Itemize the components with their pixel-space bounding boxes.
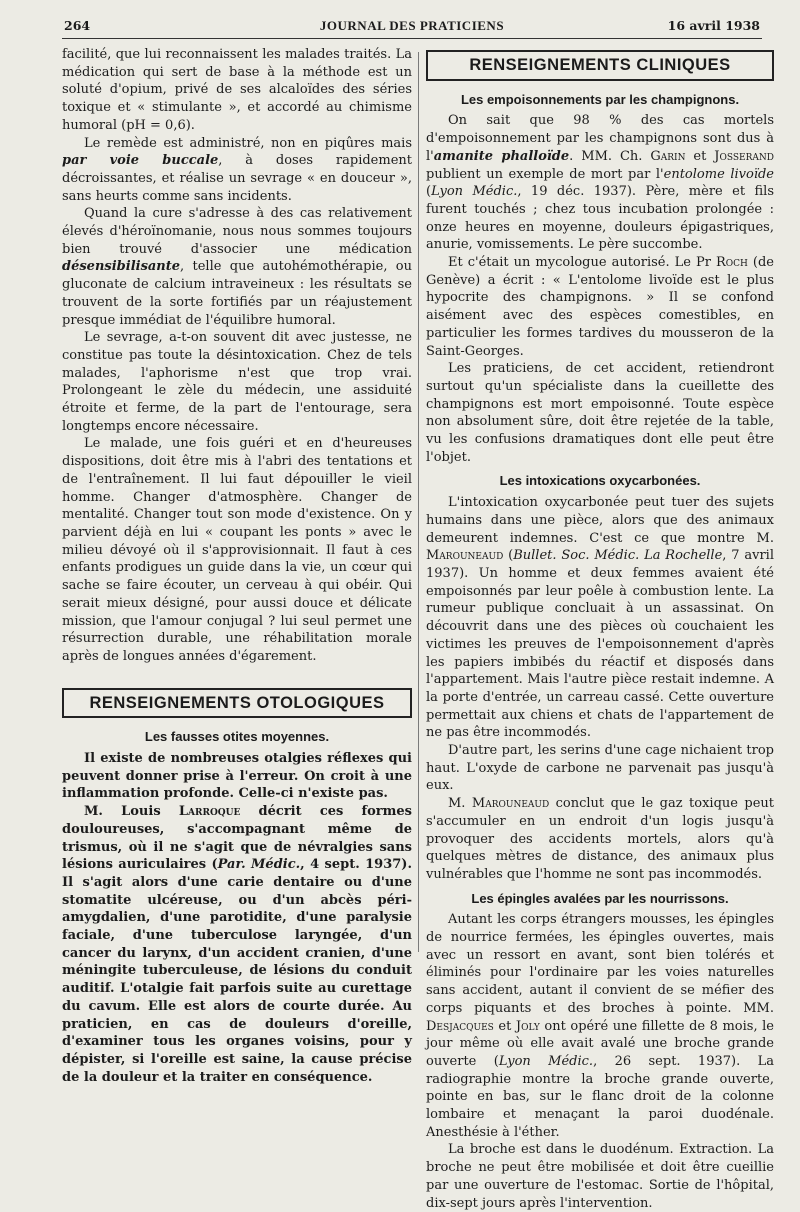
- paragraph: Le malade, une fois guéri et en d'heureuses dispositions, doit être mis à l'abri des tentations et de l'entraînement. Il lui faut dépouiller le vieil homme. Changer d'atmosphère. Changer de mentalité. Changer tout son mode d'existence. On y parvient déjà en lui « coupant les ponts » avec le milieu dévoyé où il s'approvisionnait. Il faut à ces enfants prodigues un guide dans la vie, un cœur qui sache se faire écouter, un cerveau à qui obéir. Qui serait mieux désigné, pour aussi douce et délicate mission, que l'amour conjugal ? lui seul permet une résurrection durable, une réhabilitation morale après de longues années d'égarement.: [62, 436, 412, 664]
- paragraph: Autant les corps étrangers mousses, les épingles de nourrice fermées, les épingles ouvertes, mais avec un ressort en avant, sont bien tolérés et éliminés pour l'ordinaire par les voies naturelles sans accident, autant il convient de se méfier des corps piquants et des broches à pointe. MM. Desjacques et Joly ont opéré une fillette de 8 mois, le jour même où elle avait avalé une broche grande ouverte (Lyon Médic., 26 sept. 1937). La radiographie montre la broche grande ouverte, pointe en bas, sur le flanc droit de la colonne lombaire et menaçant la paroi duodénale. Anesthésie à l'éther.: [426, 912, 774, 1140]
- paragraph: M. Marouneaud conclut que le gaz toxique peut s'accumuler en un endroit d'un logis jusqu'à provoquer des accidents mortels, alors qu'à quelques mètres de distance, des animaux plus vulnérables que l'homme ne sont pas incommodés.: [426, 796, 775, 882]
- paragraph: D'autre part, les serins d'une cage nichaient trop haut. L'oxyde de carbone ne parvenait pas jusqu'à eux.: [426, 743, 774, 794]
- article-heading: Les empoisonnements par les champignons.: [460, 91, 740, 107]
- paragraph: facilité, que lui reconnaissent les malades traités. La médication qui sert de base à la méthode est un soluté d'opium, privé de ses alcaloïdes des séries toxique et « stimulante », et accordé au chimisme humoral (pH = 0,6).: [62, 47, 412, 133]
- column-divider: [418, 52, 419, 952]
- paragraph: Quand la cure s'adresse à des cas relativement élevés d'héroïnomanie, nous nous sommes toujours bien trouvé d'associer une médication désensibilisante, telle que autohémothérapie, ou gluconate de calcium intraveineux : les résultats se trouvent de la sorte fortifiés par un réajustement presque immédiat de l'équilibre humoral.: [62, 206, 412, 328]
- section-title-otologiques: RENSEIGNEMENTS OTOLOGIQUES: [62, 688, 412, 719]
- paragraph: Les praticiens, de cet accident, retiendront surtout qu'un spécialiste dans la cueillette des champignons est mort empoisonné. Toute espèce non absolument sûre, doit être rejetée de la table, vu les confusions dramatiques dont elle peut être l'objet.: [426, 361, 774, 465]
- paragraph: M. Louis Larroque décrit ces formes douloureuses, s'accompagnant même de trismus, où il ne s'agit que de névralgies sans lésions auriculaires (Par. Médic., 4 sept. 1937). Il s'agit alors d'une carie dentaire ou d'une stomatite ulcéreuse, ou d'un abcès péri-amygdalien, d'une parotidite, d'une paralysie faciale, d'une tuberculose laryngée, d'un cancer du larynx, d'un accident cranien, d'une méningite tuberculeuse, de lésions du conduit auditif. L'otalgie fait parfois suite au curettage du cavum. Elle est alors de courte durée. Au praticien, en cas de douleurs d'oreille, d'examiner tous les organes voisins, pour y dépister, si l'oreille est saine, la cause précise de la douleur et la traiter en conséquence.: [62, 804, 412, 1085]
- right-column: [426, 46, 774, 1212]
- journal-title: JOURNAL DES PRATICIENS: [319, 18, 505, 33]
- paragraph: Le sevrage, a-t-on souvent dit avec justesse, ne constitue pas toute la désintoxication. Chez de tels malades, l'aphorisme n'est que trop vrai. Prolongeant le zèle du médecin, une assiduité étroite et ferme, de la part de l'entourage, sera longtemps encore nécessaire.: [62, 330, 412, 434]
- article-heading: Les intoxications oxycarbonées.: [499, 473, 701, 489]
- article-heading: Les fausses otites moyennes.: [144, 729, 330, 745]
- paragraph: La broche est dans le duodénum. Extraction. La broche ne peut être mobilisée et doit être cueillie par une ouverture de l'estomac. Sortie de l'hôpital, dix-sept jours après l'intervention.: [426, 1142, 774, 1211]
- paragraph: L'intoxication oxycarbonée peut tuer des sujets humains dans une pièce, alors que des animaux demeurent indemnes. C'est ce que montre M. Marouneaud (Bullet. Soc. Médic. La Rochelle, 7 avril 1937). Un homme et deux femmes avaient été empoisonnés par leur poêle à combustion lente. La rumeur publique concluait à un assassinat. On découvrit dans une des pièces où couchaient les victimes les preuves de l'empoisonnement d'après les papiers imbibés du réactif et disposés dans l'appartement. Mais l'autre pièce restait indemne. A la porte d'entrée, un carreau cassé. Cette ouverture permettait aux chiens et chats de l'appartement de ne pas être incommodés.: [426, 495, 774, 741]
- section-title-cliniques: RENSEIGNEMENTS CLINIQUES: [426, 50, 774, 81]
- paragraph: On sait que 98 % des cas mortels d'empoisonnement par les champignons sont dus à l'amanite phalloïde. MM. Ch. Garin et Josserand publient un exemple de mort par l'entolome livoïde (Lyon Médic., 19 déc. 1937). Père, mère et fils furent touchés ; chez tous incubation prolongée : onze heures en moyenne, douleurs épigastriques, anurie, vomissements. Le père succombe.: [426, 113, 774, 253]
- paragraph: Il existe de nombreuses otalgies réflexes qui peuvent donner prise à l'erreur. On croit à une inflammation profonde. Celle-ci n'existe pas.: [62, 751, 412, 802]
- left-column: [62, 46, 412, 1086]
- issue-date: 16 avril 1938: [667, 18, 760, 33]
- paragraph: Et c'était un mycologue autorisé. Le Pr Roch (de Genève) a écrit : « L'entolome livoïde est le plus hypocrite des champignons. » Il se confond aisément avec des espèces comestibles, en particulier les formes tardives du mousseron de la Saint-Georges.: [426, 255, 774, 359]
- page-number: 264: [64, 18, 91, 33]
- article-heading: Les épingles avalées par les nourrissons.: [471, 890, 729, 906]
- paragraph: Le remède est administré, non en piqûres mais par voie buccale, à doses rapidement décroissantes, et réalise un sevrage « en douceur », sans heurts comme sans incidents.: [62, 135, 412, 204]
- running-header: [62, 14, 762, 39]
